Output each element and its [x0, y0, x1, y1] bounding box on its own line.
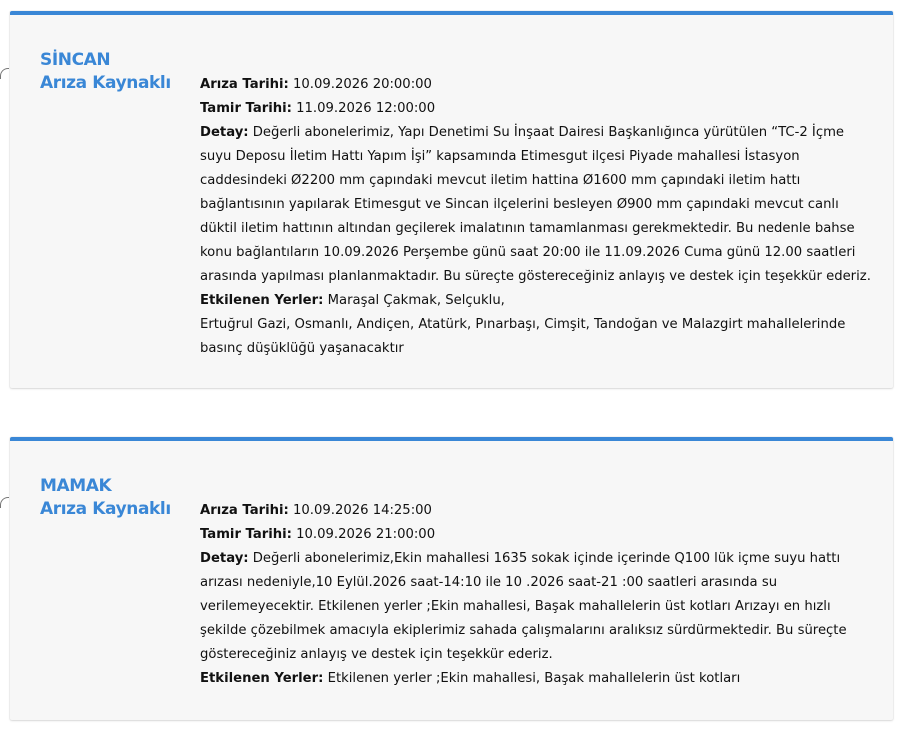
outage-type: Arıza Kaynaklı [40, 73, 171, 93]
affected-row [200, 667, 879, 691]
affected-text-line1: Etkilenen yerler ;Ekin mahallesi, Başak mahallelerin üst kotları [327, 671, 741, 686]
affected-label: Etkilenen Yerler: [200, 671, 324, 686]
repair-date-row [200, 97, 879, 121]
outage-header [40, 475, 200, 521]
district-name: MAMAK [40, 476, 112, 496]
affected-text-line1: Maraşal Çakmak, Selçuklu, [327, 293, 505, 308]
affected-row [200, 289, 879, 313]
outage-type: Arıza Kaynaklı [40, 499, 171, 519]
detail-text: Değerli abonelerimiz, Yapı Denetimi Su İnşaat Dairesi Başkanlığınca yürütülen “TC-2 İçme suyu Deposu İletim Hattı Yapım İşi” kapsamında Etimesgut ilçesi Piyade mahallesi İstasyon caddesindeki Ø2200 mm çapındaki mevcut iletim hattina Ø1600 mm çapındaki iletim hattı bağlantısının yapılarak Etimesgut ve Sincan ilçelerini besleyen Ø900 mm çapındaki mevcut canlı düktil iletim hattının altından geçilerek imalatının tamamlanması gerekmektedir. Bu nedenle bahse konu bağlantıların 10.09.2026 Perşembe günü saat 20:00 ile 11.09.2026 Cuma günü 12.00 saatleri arasında yapılması planlanmaktadır. Bu süreçte göstereceğiniz anlayış ve destek için teşekkür ederiz. [200, 125, 871, 284]
repair-date-value: 10.09.2026 21:00:00 [296, 527, 436, 542]
fault-date-label: Arıza Tarihi: [200, 77, 289, 92]
detail-text: Değerli abonelerimiz,Ekin mahallesi 1635 sokak içinde içerinde Q100 lük içme suyu hattı arızası nedeniyle,10 Eylül.2026 saat-14:10 ile 10 .2026 saat-21 :00 saatleri arasında su verilemeyecektir. Etkilenen yerler ;Ekin mahallesi, Başak mahallelerin üst kotları Arızayı en hızlı şekilde çözebilmek amacıyla ekiplerimiz sahada çalışmalarını aralıksız sürdürmektedir. Bu süreçte göstereceğiniz anlayış ve destek için teşekkür ederiz. [200, 551, 847, 662]
outage-details [200, 73, 879, 361]
fault-date-value: 10.09.2026 14:25:00 [293, 503, 432, 518]
fault-date-row [200, 73, 879, 97]
decorative-curve-icon [0, 497, 9, 508]
repair-date-label: Tamir Tarihi: [200, 527, 292, 542]
outage-header [40, 49, 200, 95]
fault-date-label: Arıza Tarihi: [200, 503, 289, 518]
fault-date-value: 10.09.2026 20:00:00 [293, 77, 432, 92]
repair-date-row [200, 523, 879, 547]
outage-card [10, 437, 893, 720]
district-name: SİNCAN [40, 50, 111, 70]
affected-label: Etkilenen Yerler: [200, 293, 324, 308]
detail-label: Detay: [200, 551, 249, 566]
outage-details [200, 499, 879, 691]
repair-date-label: Tamir Tarihi: [200, 101, 292, 116]
detail-row [200, 547, 879, 667]
detail-row [200, 121, 879, 289]
decorative-curve-icon [0, 68, 9, 79]
outage-card [10, 11, 893, 388]
repair-date-value: 11.09.2026 12:00:00 [296, 101, 436, 116]
detail-label: Detay: [200, 125, 249, 140]
fault-date-row [200, 499, 879, 523]
affected-text-line2: Ertuğrul Gazi, Osmanlı, Andiçen, Atatürk, Pınarbaşı, Cimşit, Tandoğan ve Malazgirt mahallelerinde basınç düşüklüğü yaşanacaktır [200, 317, 846, 356]
